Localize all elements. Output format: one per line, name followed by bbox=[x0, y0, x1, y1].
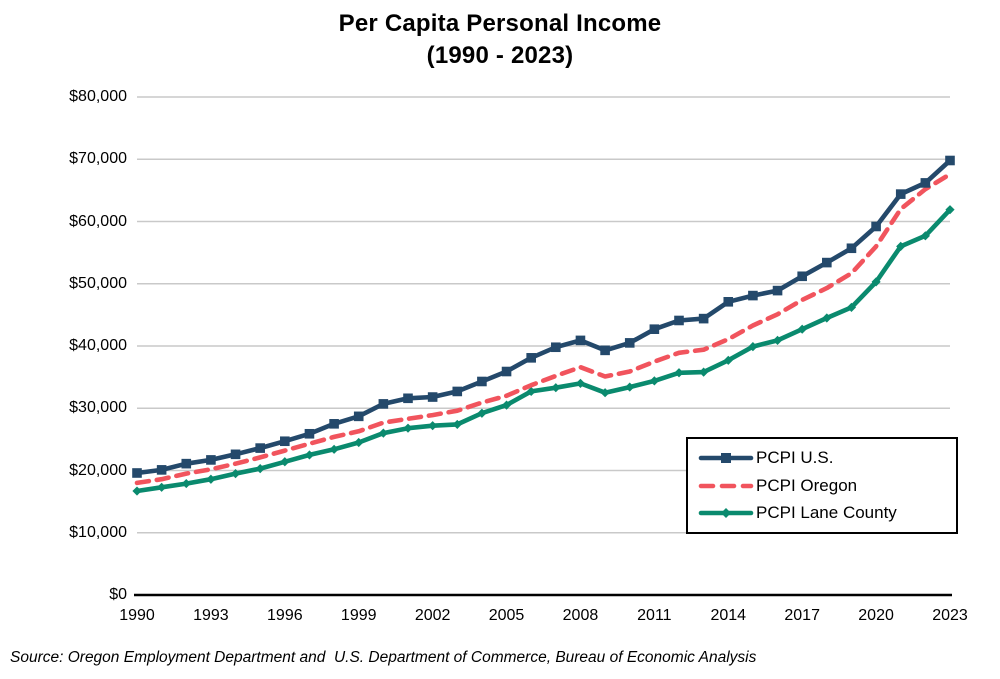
y-axis-tick-label: $30,000 bbox=[69, 399, 127, 417]
series-marker-pcpi-u-s bbox=[477, 377, 487, 387]
series-marker-pcpi-u-s bbox=[921, 178, 931, 188]
legend-swatch-pcpi-lane-county bbox=[698, 505, 754, 521]
series-marker-pcpi-u-s bbox=[625, 338, 635, 348]
x-axis-tick-label: 2002 bbox=[414, 607, 451, 624]
series-marker-pcpi-lane-county bbox=[182, 479, 191, 488]
x-axis-tick-label: 1993 bbox=[193, 607, 229, 624]
series-marker-pcpi-u-s bbox=[452, 387, 462, 397]
series-marker-pcpi-u-s bbox=[526, 353, 536, 363]
y-axis-tick-label: $60,000 bbox=[69, 212, 127, 230]
series-marker-pcpi-u-s bbox=[231, 450, 241, 460]
series-marker-pcpi-u-s bbox=[403, 393, 413, 403]
series-marker-pcpi-u-s bbox=[181, 459, 191, 469]
series-marker-pcpi-u-s bbox=[896, 189, 906, 199]
series-marker-pcpi-u-s bbox=[847, 243, 857, 253]
legend-swatch-pcpi-oregon bbox=[698, 478, 754, 494]
series-marker-pcpi-u-s bbox=[502, 367, 512, 377]
y-axis-tick-label: $10,000 bbox=[69, 523, 127, 541]
y-axis-tick-label: $0 bbox=[109, 586, 127, 603]
y-axis-tick-label: $80,000 bbox=[69, 88, 127, 105]
x-axis-tick-label: 2011 bbox=[637, 607, 672, 624]
series-marker-pcpi-u-s bbox=[871, 222, 881, 232]
series-marker-pcpi-u-s bbox=[576, 336, 586, 346]
series-marker-pcpi-lane-county bbox=[551, 383, 560, 392]
x-axis-tick-label: 2014 bbox=[710, 607, 747, 624]
series-marker-pcpi-u-s bbox=[748, 291, 758, 301]
series-marker-pcpi-u-s bbox=[797, 271, 807, 281]
series-marker-pcpi-u-s bbox=[551, 342, 561, 352]
y-axis-tick-label: $50,000 bbox=[69, 274, 127, 292]
series-marker-pcpi-u-s bbox=[132, 468, 142, 478]
x-axis-tick-label: 1996 bbox=[267, 607, 303, 624]
legend bbox=[686, 437, 958, 534]
legend-item-pcpi-lane-county bbox=[698, 503, 950, 523]
x-axis-tick-label: 2020 bbox=[858, 607, 894, 624]
series-marker-pcpi-u-s bbox=[945, 156, 955, 166]
x-axis-tick-label: 1990 bbox=[119, 607, 155, 624]
series-marker-pcpi-u-s bbox=[674, 316, 684, 326]
series-marker-pcpi-u-s bbox=[157, 465, 167, 475]
legend-item-label: PCPI U.S. bbox=[756, 448, 834, 468]
series-marker-pcpi-u-s bbox=[600, 346, 610, 356]
legend-item-label: PCPI Oregon bbox=[756, 475, 858, 495]
y-axis-tick-label: $70,000 bbox=[69, 150, 127, 168]
series-marker-pcpi-u-s bbox=[428, 392, 438, 402]
series-marker-pcpi-u-s bbox=[305, 429, 315, 439]
chart-title-line1: Per Capita Personal Income bbox=[338, 10, 662, 37]
series-marker-pcpi-u-s bbox=[329, 419, 339, 429]
series-marker-pcpi-u-s bbox=[723, 297, 733, 307]
series-marker-pcpi-lane-county bbox=[206, 475, 215, 484]
series-marker-pcpi-u-s bbox=[280, 436, 290, 446]
series-marker-pcpi-lane-county bbox=[157, 483, 166, 492]
legend-marker-sample bbox=[721, 453, 731, 463]
x-axis-tick-label: 2023 bbox=[932, 607, 968, 624]
x-axis-tick-label: 1999 bbox=[340, 607, 377, 624]
series-marker-pcpi-lane-county bbox=[625, 382, 634, 391]
series-marker-pcpi-lane-county bbox=[403, 424, 412, 433]
legend-swatch-pcpi-u-s bbox=[698, 450, 754, 466]
legend-item-pcpi-u-s bbox=[698, 448, 950, 468]
series-marker-pcpi-u-s bbox=[822, 258, 832, 268]
series-marker-pcpi-lane-county bbox=[428, 421, 437, 430]
y-axis-tick-label: $40,000 bbox=[69, 337, 127, 354]
legend-item-label: PCPI Lane County bbox=[756, 502, 897, 522]
series-marker-pcpi-u-s bbox=[773, 286, 783, 296]
series-marker-pcpi-u-s bbox=[650, 324, 660, 334]
legend-item-pcpi-oregon bbox=[698, 476, 950, 496]
x-axis-tick-label: 2005 bbox=[488, 607, 525, 624]
legend-marker-sample bbox=[721, 508, 731, 518]
x-axis-tick-label: 2008 bbox=[562, 607, 599, 624]
series-marker-pcpi-u-s bbox=[255, 443, 265, 453]
series-marker-pcpi-u-s bbox=[206, 455, 216, 465]
y-axis-tick-label: $20,000 bbox=[69, 461, 127, 479]
series-marker-pcpi-u-s bbox=[379, 399, 389, 409]
series-marker-pcpi-u-s bbox=[699, 314, 709, 324]
series-marker-pcpi-u-s bbox=[354, 412, 364, 422]
source-note: Source: Oregon Employment Department and U.S. Department of Commerce, Bureau of Economic Analysis bbox=[10, 649, 757, 666]
chart-title-line2: (1990 - 2023) bbox=[426, 41, 574, 69]
series-marker-pcpi-lane-county bbox=[132, 486, 141, 495]
x-axis-tick-label: 2017 bbox=[784, 607, 820, 624]
